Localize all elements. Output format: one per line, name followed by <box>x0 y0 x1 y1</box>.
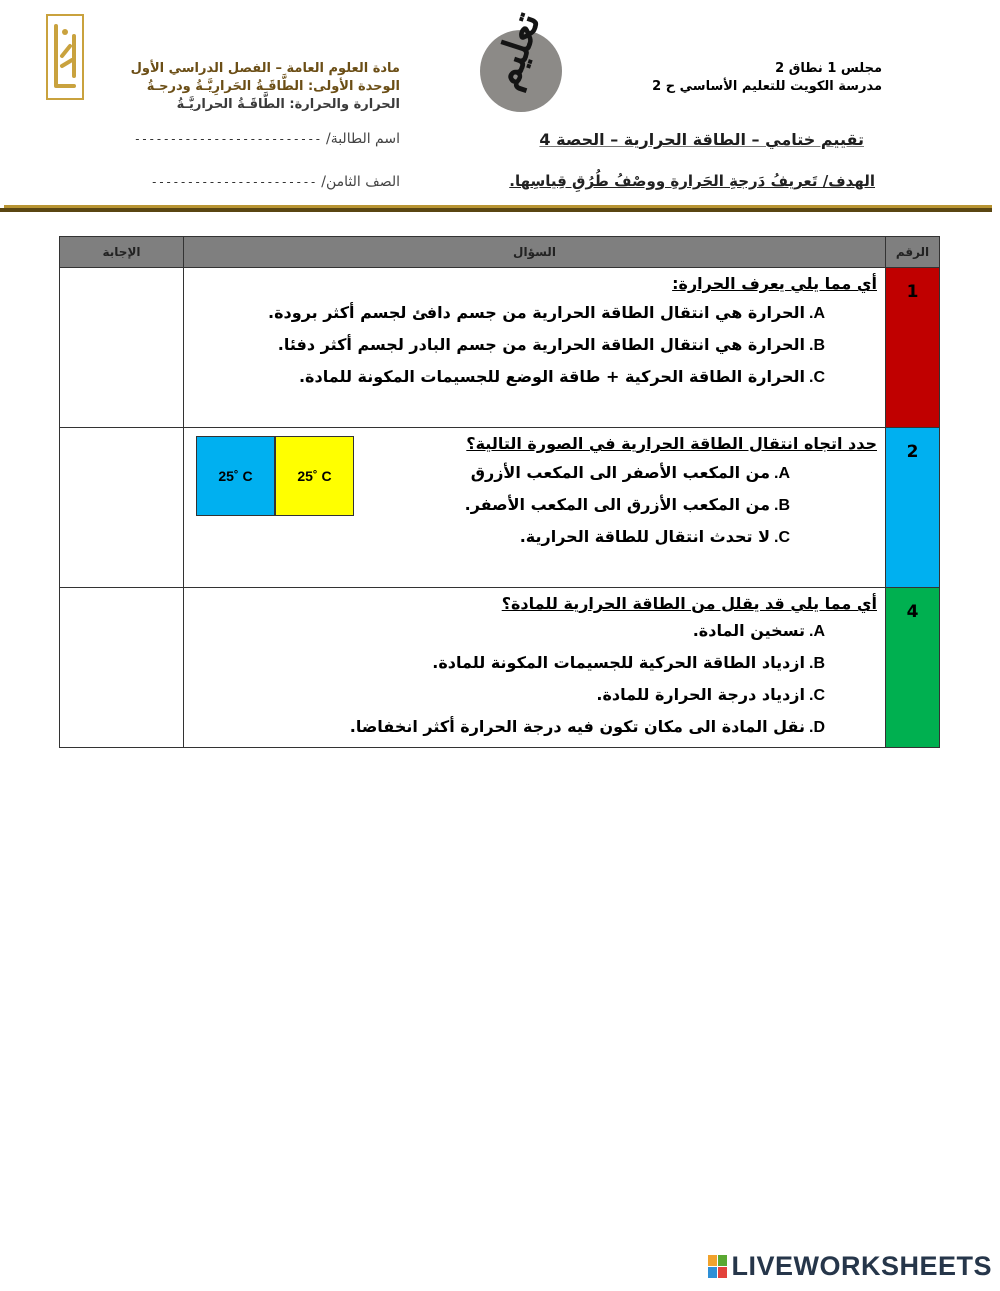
options-list <box>184 613 885 743</box>
yellow-cube: 25˚ C <box>275 436 354 516</box>
answer-box[interactable] <box>60 588 184 748</box>
question-cell <box>184 268 886 428</box>
option-b[interactable]: B.ازدياد الطاقة الحركية للجسيمات المكونة للمادة. <box>432 653 825 672</box>
row-number: 2 <box>886 428 940 588</box>
option-c[interactable]: C.ازدياد درجة الحرارة للمادة. <box>596 685 825 704</box>
option-c[interactable]: C.لا تحدث انتقال للطاقة الحرارية. <box>519 527 790 546</box>
table-row <box>60 268 940 428</box>
class-label: الصف الثامن/ <box>321 174 400 190</box>
liveworksheets-logo-icon <box>708 1255 727 1278</box>
lesson-goal: الهدف/ تَعريفُ دَرجةِ الحَرارةِ ووصْفُ طُرُقِ قِياسِها. <box>509 172 875 190</box>
unit-line: الوحدة الأولى: الطَّاقَـةُ الحَرارِيَّـةُ ودرجـةُ <box>146 79 400 94</box>
subject-info <box>130 60 400 114</box>
question-table <box>59 236 940 748</box>
school-name: مدرسة الكويت للتعليم الأساسي ح 2 <box>652 79 882 94</box>
lesson-line: الحرارة والحرارة: الطَّاقَـةُ الحراريَّـةُ <box>176 97 400 112</box>
question-cell <box>184 428 886 588</box>
answer-box[interactable] <box>60 428 184 588</box>
question-cell <box>184 588 886 748</box>
council-line: مجلس 1 نطاق 2 <box>775 61 882 76</box>
student-name-label: اسم الطالبة/ <box>325 131 400 147</box>
brand-text: LIVEWORKSHEETS <box>731 1251 992 1281</box>
school-info <box>652 60 882 96</box>
ministry-logo-icon <box>46 14 84 100</box>
table-row <box>60 428 940 588</box>
taleem-logo-text: تعليم <box>481 6 549 95</box>
question-text: أي مما يلي قد يقلل من الطاقة الحرارية للمادة؟ <box>501 594 877 613</box>
header-number: الرقم <box>886 237 940 268</box>
class-field[interactable] <box>125 174 400 190</box>
option-a[interactable]: A.من المكعب الأصفر الى المكعب الأزرق <box>470 463 790 482</box>
option-d[interactable]: D.نقل المادة الى مكان تكون فيه درجة الحرارة أكثر انخفاضا. <box>349 717 825 736</box>
question-text: حدد اتجاه انتقال الطاقة الحرارية في الصورة التالية؟ <box>466 434 877 453</box>
row-number: 4 <box>886 588 940 748</box>
option-c[interactable]: C.الحرارة الطاقة الحركية + طاقة الوضع للجسيمات المكونة للمادة. <box>298 367 825 386</box>
liveworksheets-brand[interactable] <box>708 1251 992 1282</box>
header-divider-dark <box>0 208 992 212</box>
option-a[interactable]: A.تسخين المادة. <box>692 621 825 640</box>
row-number: 1 <box>886 268 940 428</box>
subject-line: مادة العلوم العامة – الفصل الدراسي الأول <box>130 61 400 76</box>
class-blank: ----------------------- <box>150 175 317 189</box>
student-name-field[interactable] <box>125 131 400 147</box>
question-text: أي مما يلي يعرف الحرارة: <box>672 274 877 293</box>
option-a[interactable]: A.الحرارة هي انتقال الطاقة الحرارية من جسم دافئ لجسم أكثر برودة. <box>268 303 825 322</box>
options-list <box>184 293 885 393</box>
header-question: السؤال <box>184 237 886 268</box>
table-row <box>60 588 940 748</box>
table-header-row <box>60 237 940 268</box>
option-b[interactable]: B.الحرارة هي انتقال الطاقة الحرارية من جسم البادر لجسم أكثر دفئا. <box>277 335 825 354</box>
student-name-blank: -------------------------- <box>133 132 322 146</box>
option-b[interactable]: B.من المكعب الأزرق الى المكعب الأصفر. <box>464 495 790 514</box>
answer-box[interactable] <box>60 268 184 428</box>
header-answer: الإجابة <box>60 237 184 268</box>
blue-cube: 25˚ C <box>196 436 275 516</box>
page-title: تقييم ختامي – الطاقة الحرارية – الحصة 4 <box>539 130 864 149</box>
